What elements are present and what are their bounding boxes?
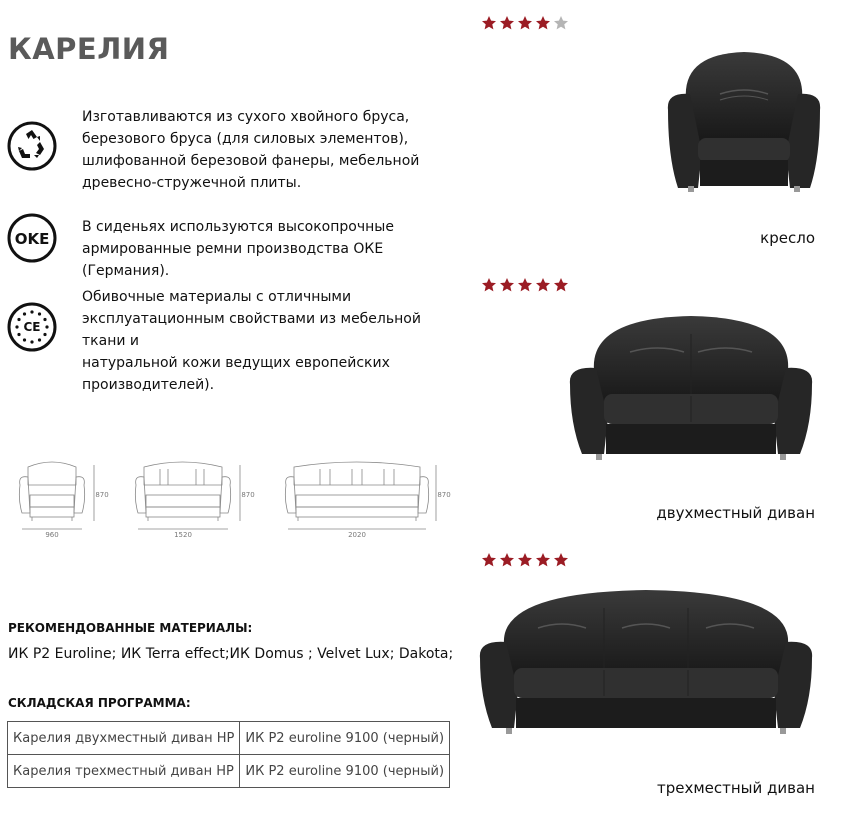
star-filled-icon bbox=[517, 15, 533, 31]
two-seat-sofa-caption: двухместный диван bbox=[656, 504, 815, 522]
armchair-width-label: 960 bbox=[45, 531, 59, 539]
star-filled-icon bbox=[481, 552, 497, 568]
two-seat-sofa-rating bbox=[481, 277, 569, 293]
armchair-photo bbox=[664, 48, 824, 196]
two-seat-sofa-photo bbox=[568, 314, 814, 470]
star-filled-icon bbox=[553, 552, 569, 568]
page-title: КАРЕЛИЯ bbox=[8, 32, 170, 66]
armchair-dimension-drawing bbox=[14, 455, 110, 540]
star-filled-icon bbox=[481, 15, 497, 31]
star-filled-icon bbox=[535, 15, 551, 31]
materials-list: ИК Р2 Euroline; ИК Terra effect;ИК Domus ; Velvet Lux; Dakota; bbox=[8, 646, 454, 662]
feature-recycle-text bbox=[82, 106, 462, 194]
feature-line: эксплуатационным свойствами из мебельной ткани и bbox=[82, 311, 421, 349]
three-seat-height-label: 870 bbox=[437, 491, 451, 499]
stock-table bbox=[7, 721, 450, 788]
ce-mark-text: CE bbox=[23, 320, 41, 334]
star-filled-icon bbox=[553, 277, 569, 293]
star-filled-icon bbox=[499, 552, 515, 568]
feature-line: Обивочные материалы с отличными bbox=[82, 289, 352, 305]
star-filled-icon bbox=[535, 552, 551, 568]
ce-mark-icon bbox=[6, 301, 58, 353]
two-seat-sofa-dimension-drawing bbox=[130, 455, 256, 540]
two-seat-width-label: 1520 bbox=[174, 531, 192, 539]
stock-heading: СКЛАДСКАЯ ПРОГРАММА: bbox=[8, 696, 191, 710]
three-seat-sofa-rating bbox=[481, 552, 569, 568]
star-filled-icon bbox=[535, 277, 551, 293]
armchair-rating bbox=[481, 15, 569, 31]
feature-line: производителей). bbox=[82, 377, 215, 393]
armchair-height-label: 870 bbox=[95, 491, 109, 499]
oke-logo-text: OKE bbox=[14, 230, 50, 248]
star-filled-icon bbox=[517, 277, 533, 293]
materials-heading: РЕКОМЕНДОВАННЫЕ МАТЕРИАЛЫ: bbox=[8, 621, 253, 635]
feature-line: Изготавливаются из сухого хвойного бруса, bbox=[82, 109, 410, 125]
feature-line: натуральной кожи ведущих европейских bbox=[82, 355, 390, 371]
feature-line: древесно-стружечной плиты. bbox=[82, 175, 302, 191]
feature-line: В сиденьях используются высокопрочные bbox=[82, 219, 394, 235]
feature-line: березового бруса (для силовых элементов), bbox=[82, 131, 409, 147]
three-seat-sofa-photo bbox=[478, 588, 814, 744]
stock-material-cell: ИК Р2 euroline 9100 (черный) bbox=[240, 755, 450, 788]
feature-oke-text bbox=[82, 216, 462, 282]
stock-product-cell: Карелия двухместный диван НР bbox=[8, 722, 240, 755]
star-empty-icon bbox=[553, 15, 569, 31]
three-seat-width-label: 2020 bbox=[348, 531, 366, 539]
star-filled-icon bbox=[517, 552, 533, 568]
stock-material-cell: ИК Р2 euroline 9100 (черный) bbox=[240, 722, 450, 755]
armchair-caption: кресло bbox=[760, 229, 815, 247]
two-seat-height-label: 870 bbox=[241, 491, 255, 499]
feature-ce-text bbox=[82, 286, 462, 396]
star-filled-icon bbox=[481, 277, 497, 293]
three-seat-sofa-dimension-drawing bbox=[280, 455, 452, 540]
three-seat-sofa-caption: трехместный диван bbox=[656, 779, 815, 797]
star-filled-icon bbox=[499, 15, 515, 31]
oke-logo-icon bbox=[6, 212, 58, 264]
feature-line: шлифованной березовой фанеры, мебельной bbox=[82, 153, 420, 169]
stock-product-cell: Карелия трехместный диван НР bbox=[8, 755, 240, 788]
recycle-icon bbox=[6, 120, 58, 172]
table-row bbox=[8, 722, 450, 755]
feature-line: армированные ремни производства ОКЕ (Германия). bbox=[82, 241, 384, 279]
table-row bbox=[8, 755, 450, 788]
star-filled-icon bbox=[499, 277, 515, 293]
